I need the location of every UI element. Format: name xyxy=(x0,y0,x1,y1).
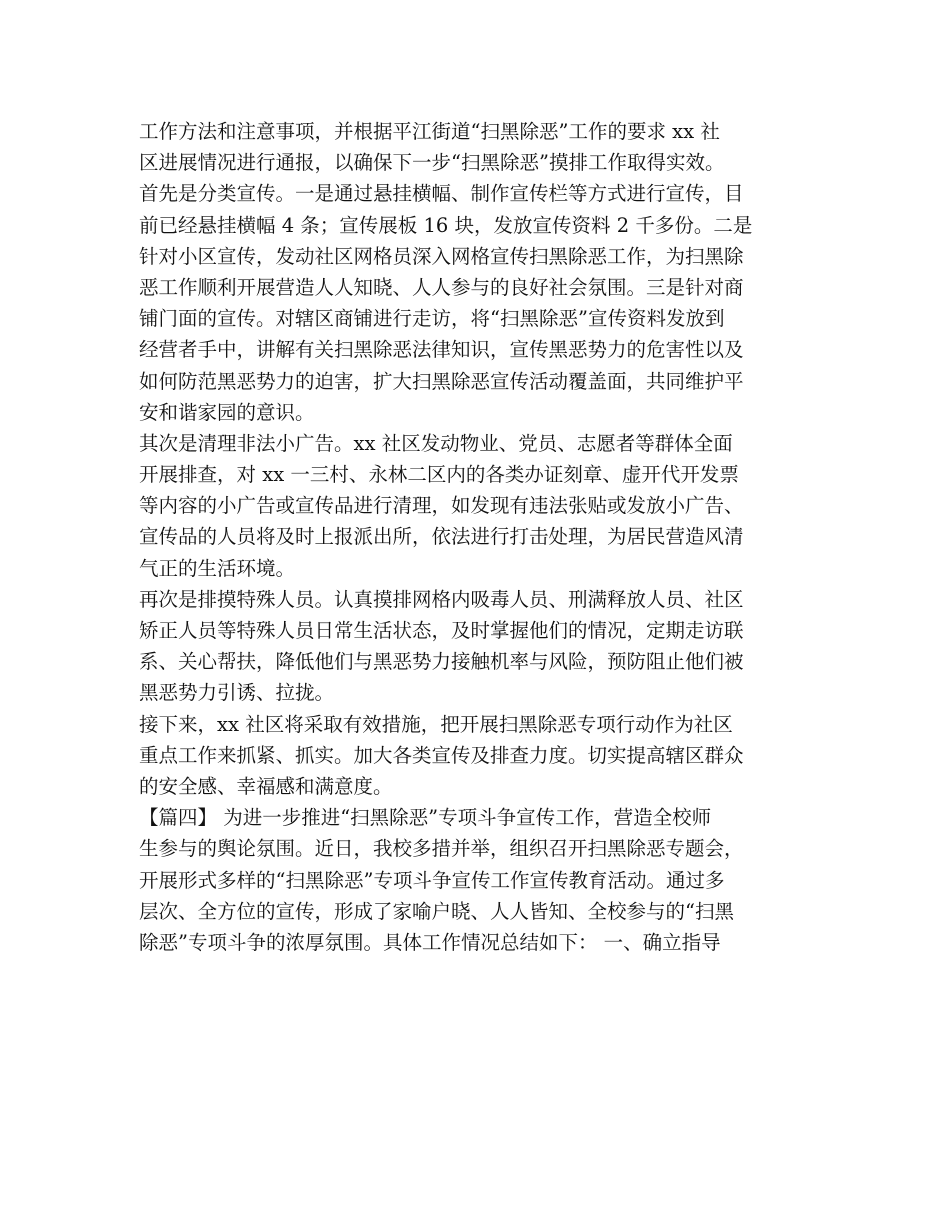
text-line: 其次是清理非法小广告。xx 社区发动物业、党员、志愿者等群体全面 xyxy=(139,431,733,455)
text-line: 除恶”专项斗争的浓厚氛围。具体工作情况总结如下： 一、确立指导 xyxy=(139,930,721,954)
text-line: 宣传品的人员将及时上报派出所，依法进行打击处理，为居民营造风清 xyxy=(139,525,744,549)
text-line: 如何防范黑恶势力的迫害，扩大扫黑除恶宣传活动覆盖面，共同维护平 xyxy=(139,369,744,393)
text-line: 经营者手中，讲解有关扫黑除恶法律知识，宣传黑恶势力的危害性以及 xyxy=(139,338,744,362)
text-line: 安和谐家园的意识。 xyxy=(139,400,315,424)
text-line: 铺门面的宣传。对辖区商铺进行走访，将“扫黑除恶”宣传资料发放到 xyxy=(139,307,725,331)
text-line: 系、关心帮扶，降低他们与黑恶势力接触机率与风险，预防阻止他们被 xyxy=(139,650,744,674)
text-line: 气正的生活环境。 xyxy=(139,556,296,580)
text-line: 首先是分类宣传。一是通过悬挂横幅、制作宣传栏等方式进行宣传，目 xyxy=(139,182,744,206)
text-line: 工作方法和注意事项，并根据平江街道“扫黑除恶”工作的要求 xx 社 xyxy=(139,120,720,143)
text-line: 层次、全方位的宣传，形成了家喻户晓、人人皆知、全校参与的“扫黑 xyxy=(139,899,734,923)
text-line: 矫正人员等特殊人员日常生活状态，及时掌握他们的情况，定期走访联 xyxy=(139,619,744,642)
document-body xyxy=(139,116,819,958)
text-line: 重点工作来抓紧、抓实。加大各类宣传及排查力度。切实提高辖区群众 xyxy=(139,743,744,767)
text-line: 生参与的舆论氛围。近日，我校多措并举，组织召开扫黑除恶专题会， xyxy=(139,837,744,861)
text-line: 开展排查，对 xx 一三村、永林二区内的各类办证刻章、虚开代开发票 xyxy=(139,463,739,487)
text-line: 等内容的小广告或宣传品进行清理，如发现有违法张贴或发放小广告、 xyxy=(139,494,744,518)
text-line: 针对小区宣传，发动社区网格员深入网格宣传扫黑除恶工作，为扫黑除 xyxy=(139,244,744,268)
text-line: 【篇四】 为进一步推进“扫黑除恶”专项斗争宣传工作，营造全校师 xyxy=(139,806,712,830)
text-line: 接下来，xx 社区将采取有效措施，把开展扫黑除恶专项行动作为社区 xyxy=(139,712,733,736)
text-line: 再次是排摸特殊人员。认真摸排网格内吸毒人员、刑满释放人员、社区 xyxy=(139,587,744,611)
text-line: 黑恶势力引诱、拉拢。 xyxy=(139,681,335,705)
text-line: 开展形式多样的“扫黑除恶”专项斗争宣传工作宣传教育活动。通过多 xyxy=(139,868,725,892)
text-line: 的安全感、幸福感和满意度。 xyxy=(139,774,393,798)
text-line: 恶工作顺利开展营造人人知晓、人人参与的良好社会氛围。三是针对商 xyxy=(139,275,744,299)
text-line: 前已经悬挂横幅 4 条；宣传展板 16 块，发放宣传资料 2 千多份。二是 xyxy=(139,213,753,237)
text-line: 区进展情况进行通报，以确保下一步“扫黑除恶”摸排工作取得实效。 xyxy=(139,151,725,175)
